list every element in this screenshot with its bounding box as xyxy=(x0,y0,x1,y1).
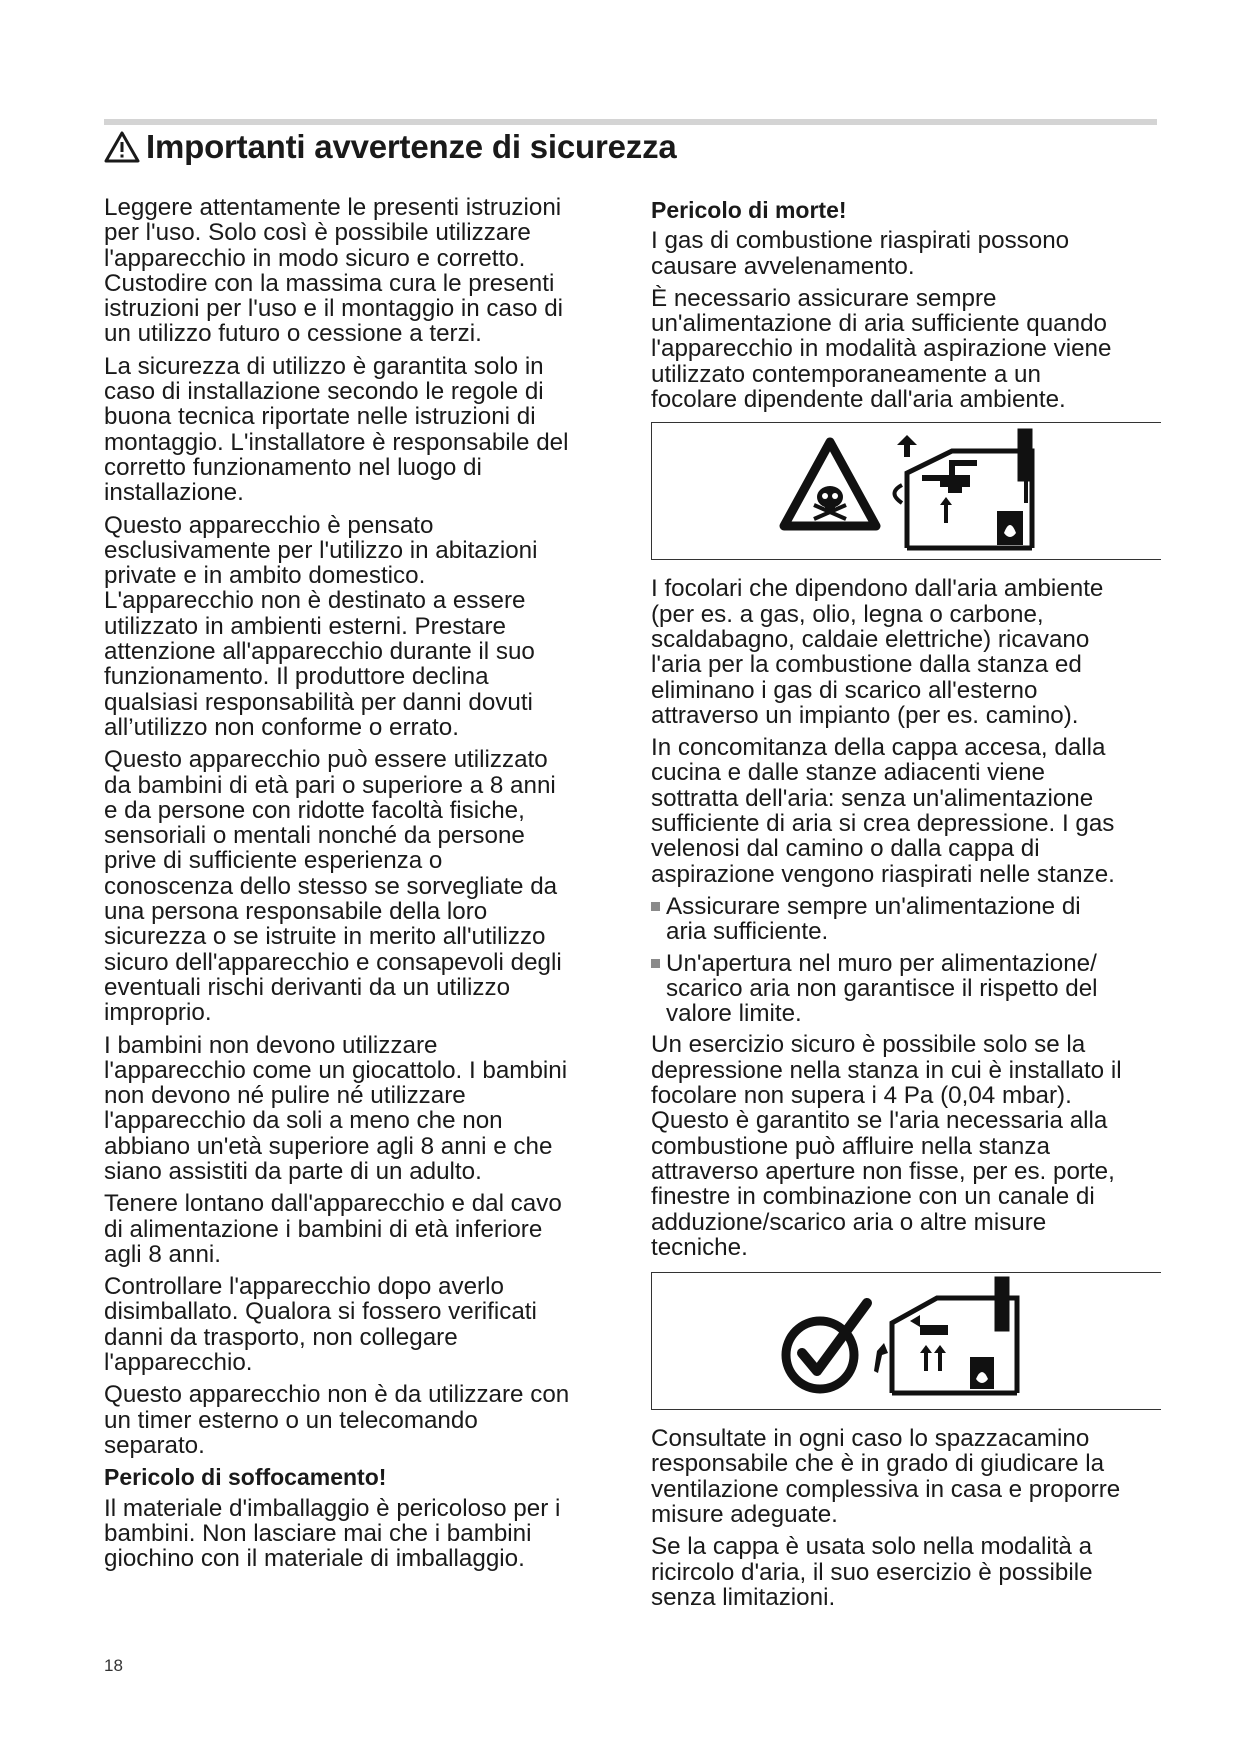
bullet-square-icon xyxy=(651,959,660,968)
section-heading-suffocation: Pericolo di soffocamento! xyxy=(104,1464,387,1491)
danger-house-diagram xyxy=(652,423,1161,559)
page-number: 18 xyxy=(104,1656,123,1675)
page-title xyxy=(104,128,1157,166)
page-title-text: Importanti avvertenze di sicurezza xyxy=(146,128,677,165)
list-item xyxy=(651,951,1161,1027)
safe-house-diagram xyxy=(652,1273,1161,1409)
right-column xyxy=(651,195,1161,1617)
safe-illustration xyxy=(651,1272,1161,1410)
house-hood-fireplace-icon xyxy=(892,1279,1017,1393)
paragraph: Il materiale d'imballaggio è pericoloso per i bambini. Non lasciare mai che i bambini giochino con il materiale di imballaggio. xyxy=(104,1494,561,1573)
left-column xyxy=(104,195,624,1578)
warning-icon xyxy=(104,130,140,164)
paragraph: È necessario assicurare sempre un'alimentazione di aria sufficiente quando l'apparecchio in modalità aspirazione viene utilizzato contemporaneamente a un focolare dipendente dall'aria ambiente. xyxy=(651,284,1112,414)
paragraph: Questo apparecchio non è da utilizzare con un timer esterno o un telecomando separato. xyxy=(104,1381,570,1459)
paragraph: La sicurezza di utilizzo è garantita solo in caso di installazione secondo le regole di buona tecnica riportate nelle istruzioni di montaggio. L'installatore è responsabile del corretto funzionamento nel luogo di installazione. xyxy=(104,352,569,507)
list-item-text: Un'apertura nel muro per alimentazione/ scarico aria non garantisce il rispetto del valore limite. xyxy=(666,949,1098,1028)
paragraph: Questo apparecchio può essere utilizzato da bambini di età pari o superiore a 8 anni e da persone con ridotte facoltà fisiche, sensoriali o mentali nonché da persone prive di sufficiente esperienza o conoscenza dello stesso se sorvegliate da una persona responsabile della loro sicurezza o se istruite in merito all'utilizzo sicuro dell'apparecchio e consapevoli degli eventuali rischi derivanti da un utilizzo improprio. xyxy=(104,746,562,1027)
checkmark-icon xyxy=(786,1303,867,1389)
list-item-text: Assicurare sempre un'alimentazione di aria sufficiente. xyxy=(666,892,1081,946)
list-item xyxy=(651,894,1161,945)
paragraph: Un esercizio sicuro è possibile solo se la depressione nella stanza in cui è installato il focolare non supera i 4 Pa (0,04 mbar). Questo è garantito se l'aria necessaria alla combustione può affluire nella stanza attraverso aperture non fisse, per es. porte, finestre in combinazione con un canale di adduzione/scarico aria o altre misure tecniche. xyxy=(651,1031,1122,1261)
paragraph: Consultate in ogni caso lo spazzacamino responsabile che è in grado di giudicare la ventilazione complessiva in casa e proporre misure adeguate. xyxy=(651,1425,1121,1528)
paragraph: I bambini non devono utilizzare l'apparecchio come un giocattolo. I bambini non devono né pulire né utilizzare l'apparecchio da soli a meno che non abbiano un'età superiore agli 8 anni e che siano assistiti da parte di un adulto. xyxy=(104,1031,568,1185)
paragraph: I focolari che dipendono dall'aria ambiente (per es. a gas, olio, legna o carbone, scaldabagno, caldaie elettriche) ricavano l'aria per la combustione dalla stanza ed eliminano i gas di scarico all'esterno attraverso un impianto (per es. camino). xyxy=(651,575,1104,729)
paragraph: Questo apparecchio è pensato esclusivamente per l'utilizzo in abitazioni private e in ambito domestico. L'apparecchio non è destinato a essere utilizzato in ambienti esterni. Prestare attenzione all'apparecchio durante il suo funzionamento. Il produttore declina qualsiasi responsabilità per danni dovuti all’utilizzo non conforme o errato. xyxy=(104,511,538,741)
paragraph: Controllare l'apparecchio dopo averlo disimballato. Qualora si fossero verificati danni da trasporto, non collegare l'apparecchio. xyxy=(104,1273,537,1377)
header-rule xyxy=(104,119,1157,125)
bullet-square-icon xyxy=(651,902,660,911)
skull-warning-icon xyxy=(784,442,876,526)
danger-illustration xyxy=(651,422,1161,560)
paragraph: Leggere attentamente le presenti istruzioni per l'uso. Solo così è possibile utilizzare l'apparecchio in modo sicuro e corretto. Custodire con la massima cura le presenti istruzioni per l'uso e il montaggio in caso di un utilizzo futuro o cessione a terzi. xyxy=(104,194,564,348)
paragraph: I gas di combustione riaspirati possono causare avvelenamento. xyxy=(651,227,1070,280)
paragraph: In concomitanza della cappa accesa, dalla cucina e dalle stanze adiacenti viene sottratta dell'aria: senza un'alimentazione sufficiente di aria si crea depressione. I gas velenosi dal camino o dalla cappa di aspirazione vengono riaspirati nelle stanze. xyxy=(651,734,1115,888)
paragraph: Tenere lontano dall'apparecchio e dal cavo di alimentazione i bambini di età inferiore agli 8 anni. xyxy=(104,1190,562,1268)
paragraph: Se la cappa è usata solo nella modalità a ricircolo d'aria, il suo esercizio è possibile senza limitazioni. xyxy=(651,1533,1093,1611)
section-heading-death: Pericolo di morte! xyxy=(651,197,847,223)
